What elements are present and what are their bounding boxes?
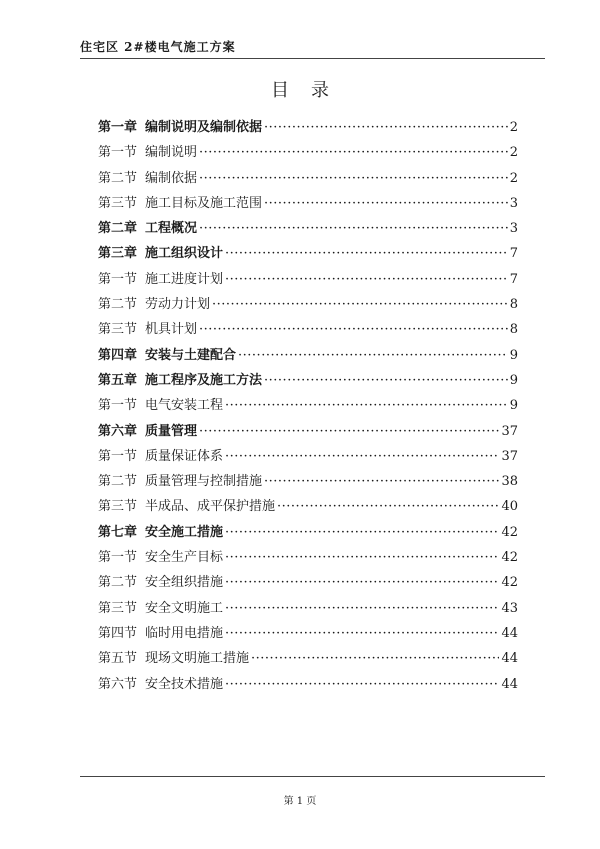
toc-entry-page: 42 (501, 550, 518, 566)
toc-entry-page: 2 (509, 145, 518, 161)
toc-entry-label: 质量管理 (145, 423, 198, 439)
toc-entry-number: 第三节 (98, 322, 138, 338)
toc-entry-page: 40 (501, 499, 518, 515)
toc-entry-page: 3 (509, 195, 518, 211)
toc-dot-leader (264, 118, 508, 138)
toc-section-entry[interactable] (98, 497, 518, 522)
toc-entry-number: 第一节 (98, 398, 138, 414)
toc-section-entry[interactable] (98, 624, 518, 649)
toc-entry-page: 3 (509, 221, 518, 237)
toc-chapter-entry[interactable] (98, 523, 518, 548)
toc-dot-leader (225, 624, 499, 644)
toc-entry-number: 第一节 (98, 271, 138, 287)
toc-entry-label: 现场文明施工措施 (145, 651, 250, 667)
toc-chapter-entry[interactable] (98, 244, 518, 269)
toc-dot-leader (225, 244, 508, 264)
toc-entry-number: 第五节 (98, 651, 138, 667)
toc-entry-page: 2 (509, 120, 518, 135)
toc-dot-leader (212, 295, 508, 315)
toc-entry-page: 37 (501, 448, 518, 464)
toc-dot-leader (225, 675, 499, 695)
toc-entry-page: 8 (509, 322, 518, 338)
toc-entry-number: 第三节 (98, 499, 138, 515)
toc-entry-label: 安全生产目标 (145, 550, 224, 566)
toc-dot-leader (225, 270, 508, 290)
toc-entry-number: 第二章 (98, 221, 138, 237)
toc-dot-leader (199, 320, 508, 340)
toc-entry-number: 第二节 (98, 170, 138, 186)
toc-entry-label: 施工组织设计 (145, 246, 224, 262)
toc-entry-number: 第二节 (98, 474, 138, 490)
toc-entry-number: 第三章 (98, 246, 138, 262)
document-header-title: 住宅区 2#楼电气施工方案 (80, 40, 236, 54)
toc-section-entry[interactable] (98, 396, 518, 421)
toc-dot-leader (225, 396, 508, 416)
toc-entry-label: 编制依据 (145, 170, 198, 186)
toc-entry-label: 机具计划 (145, 322, 198, 338)
toc-chapter-entry[interactable] (98, 346, 518, 371)
toc-entry-page: 42 (501, 575, 518, 591)
toc-section-entry[interactable] (98, 548, 518, 573)
toc-section-entry[interactable] (98, 169, 518, 194)
toc-section-entry[interactable] (98, 599, 518, 624)
toc-dot-leader (277, 497, 499, 517)
toc-entry-page: 9 (509, 372, 518, 388)
toc-dot-leader (199, 143, 508, 163)
toc-entry-page: 8 (509, 297, 518, 313)
toc-dot-leader (238, 346, 508, 366)
toc-entry-number: 第二节 (98, 575, 138, 591)
toc-entry-label: 施工目标及施工范围 (145, 195, 263, 211)
toc-list (98, 118, 518, 700)
toc-dot-leader (199, 422, 499, 442)
toc-entry-page: 7 (509, 271, 518, 287)
toc-entry-label: 编制说明及编制依据 (145, 120, 263, 135)
toc-dot-leader (225, 447, 499, 467)
toc-section-entry[interactable] (98, 675, 518, 700)
toc-entry-page: 2 (509, 170, 518, 186)
toc-entry-number: 第一节 (98, 145, 138, 161)
toc-entry-number: 第五章 (98, 372, 138, 388)
toc-entry-number: 第一章 (98, 120, 138, 135)
toc-dot-leader (225, 548, 499, 568)
toc-entry-label: 质量保证体系 (145, 448, 224, 464)
toc-entry-page: 42 (501, 524, 518, 540)
toc-entry-page: 44 (501, 625, 518, 641)
toc-chapter-entry[interactable] (98, 371, 518, 396)
toc-entry-label: 安全文明施工 (145, 600, 224, 616)
toc-section-entry[interactable] (98, 447, 518, 472)
toc-entry-label: 安装与土建配合 (145, 347, 237, 363)
toc-section-entry[interactable] (98, 295, 518, 320)
toc-entry-page: 43 (501, 600, 518, 616)
toc-entry-number: 第一节 (98, 448, 138, 464)
toc-entry-number: 第四节 (98, 625, 138, 641)
toc-entry-number: 第一节 (98, 550, 138, 566)
toc-entry-label: 安全组织措施 (145, 575, 224, 591)
toc-entry-number: 第七章 (98, 524, 138, 540)
toc-section-entry[interactable] (98, 649, 518, 674)
toc-entry-label: 临时用电措施 (145, 625, 224, 641)
toc-entry-page: 37 (501, 423, 518, 439)
toc-dot-leader (264, 371, 508, 391)
toc-entry-page: 7 (509, 246, 518, 262)
toc-entry-number: 第二节 (98, 297, 138, 313)
toc-section-entry[interactable] (98, 472, 518, 497)
toc-entry-label: 工程概况 (145, 221, 198, 237)
toc-entry-label: 施工进度计划 (145, 271, 224, 287)
toc-dot-leader (225, 523, 499, 543)
toc-entry-label: 劳动力计划 (145, 297, 211, 313)
toc-dot-leader (199, 219, 508, 239)
toc-entry-number: 第六节 (98, 676, 138, 692)
toc-entry-label: 安全技术措施 (145, 676, 224, 692)
toc-entry-page: 38 (501, 474, 518, 490)
footer-rule (80, 776, 545, 777)
toc-entry-page: 44 (501, 651, 518, 667)
toc-section-entry[interactable] (98, 270, 518, 295)
toc-entry-page: 9 (509, 398, 518, 414)
page-header (80, 36, 545, 59)
toc-dot-leader (225, 599, 499, 619)
toc-dot-leader (264, 194, 508, 214)
toc-entry-number: 第三节 (98, 600, 138, 616)
toc-chapter-entry[interactable] (98, 422, 518, 447)
toc-entry-page: 9 (509, 347, 518, 363)
toc-section-entry[interactable] (98, 194, 518, 219)
toc-entry-number: 第三节 (98, 195, 138, 211)
toc-dot-leader (251, 649, 499, 669)
toc-entry-label: 电气安装工程 (145, 398, 224, 414)
toc-title: 目录 (271, 80, 351, 101)
toc-dot-leader (264, 472, 499, 492)
toc-dot-leader (225, 573, 499, 593)
toc-entry-number: 第四章 (98, 347, 138, 363)
toc-entry-label: 半成品、成平保护措施 (145, 499, 276, 515)
toc-entry-label: 编制说明 (145, 145, 198, 161)
toc-dot-leader (199, 169, 508, 189)
toc-section-entry[interactable] (98, 573, 518, 598)
toc-entry-label: 施工程序及施工方法 (145, 372, 263, 388)
page-number: 第 1 页 (283, 796, 317, 807)
toc-entry-page: 44 (501, 676, 518, 692)
toc-entry-number: 第六章 (98, 423, 138, 439)
toc-entry-label: 安全施工措施 (145, 524, 224, 540)
toc-chapter-entry[interactable] (98, 118, 518, 143)
toc-chapter-entry[interactable] (98, 219, 518, 244)
toc-entry-label: 质量管理与控制措施 (145, 474, 263, 490)
toc-section-entry[interactable] (98, 143, 518, 168)
toc-section-entry[interactable] (98, 320, 518, 345)
